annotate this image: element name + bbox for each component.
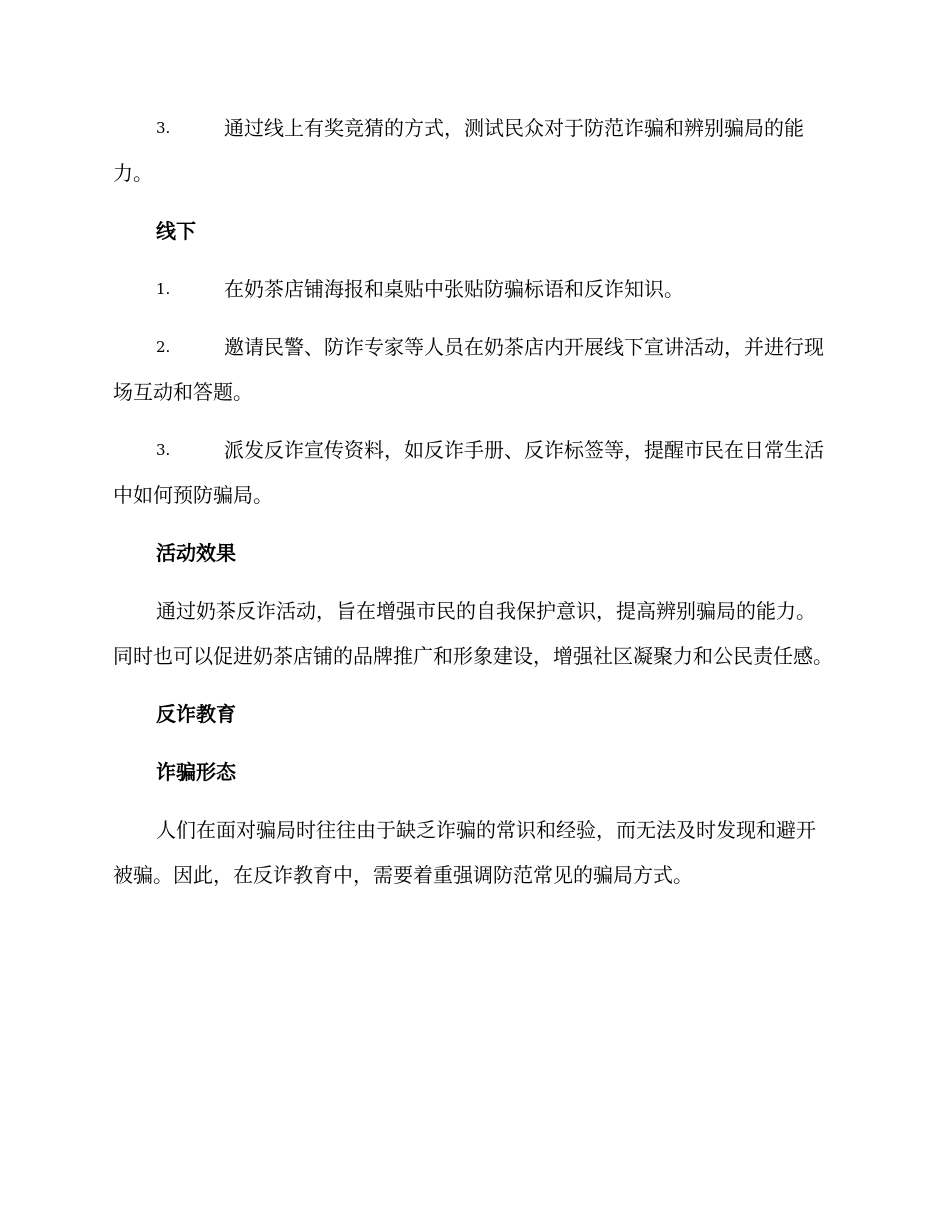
list-item-online-quiz — [113, 106, 833, 196]
document-body — [113, 106, 833, 911]
section-heading-fraud-forms: 诈骗形态 — [156, 760, 236, 784]
section-heading-offline: 线下 — [156, 219, 196, 243]
paragraph-fraud-forms: 人们在面对骗局时往往由于缺乏诈骗的常识和经验，而无法及时发现和避开被骗。因此，在反诈教育中，需要着重强调防范常见的骗局方式。 — [113, 818, 816, 887]
section-heading-education: 反诈教育 — [156, 702, 236, 726]
list-number: 3. — [156, 119, 171, 137]
list-item-lectures — [113, 325, 833, 415]
list-item-materials — [113, 428, 833, 518]
list-text: 在奶茶店铺海报和桌贴中张贴防骗标语和反诈知识。 — [224, 277, 684, 301]
section-heading-effects: 活动效果 — [156, 541, 236, 565]
list-number: 2. — [156, 338, 171, 356]
list-number: 1. — [156, 280, 171, 298]
list-text: 派发反诈宣传资料，如反诈手册、反诈标签等，提醒市民在日常生活中如何预防骗局。 — [113, 438, 824, 507]
list-item-posters — [113, 267, 833, 312]
paragraph-effects: 通过奶茶反诈活动，旨在增强市民的自我保护意识，提高辨别骗局的能力。同时也可以促进奶茶店铺的品牌推广和形象建设，增强社区凝聚力和公民责任感。 — [113, 599, 833, 668]
list-number: 3. — [156, 441, 171, 459]
list-text: 邀请民警、防诈专家等人员在奶茶店内开展线下宣讲活动，并进行现场互动和答题。 — [113, 335, 824, 404]
list-text: 通过线上有奖竞猜的方式，测试民众对于防范诈骗和辨别骗局的能力。 — [113, 116, 804, 185]
